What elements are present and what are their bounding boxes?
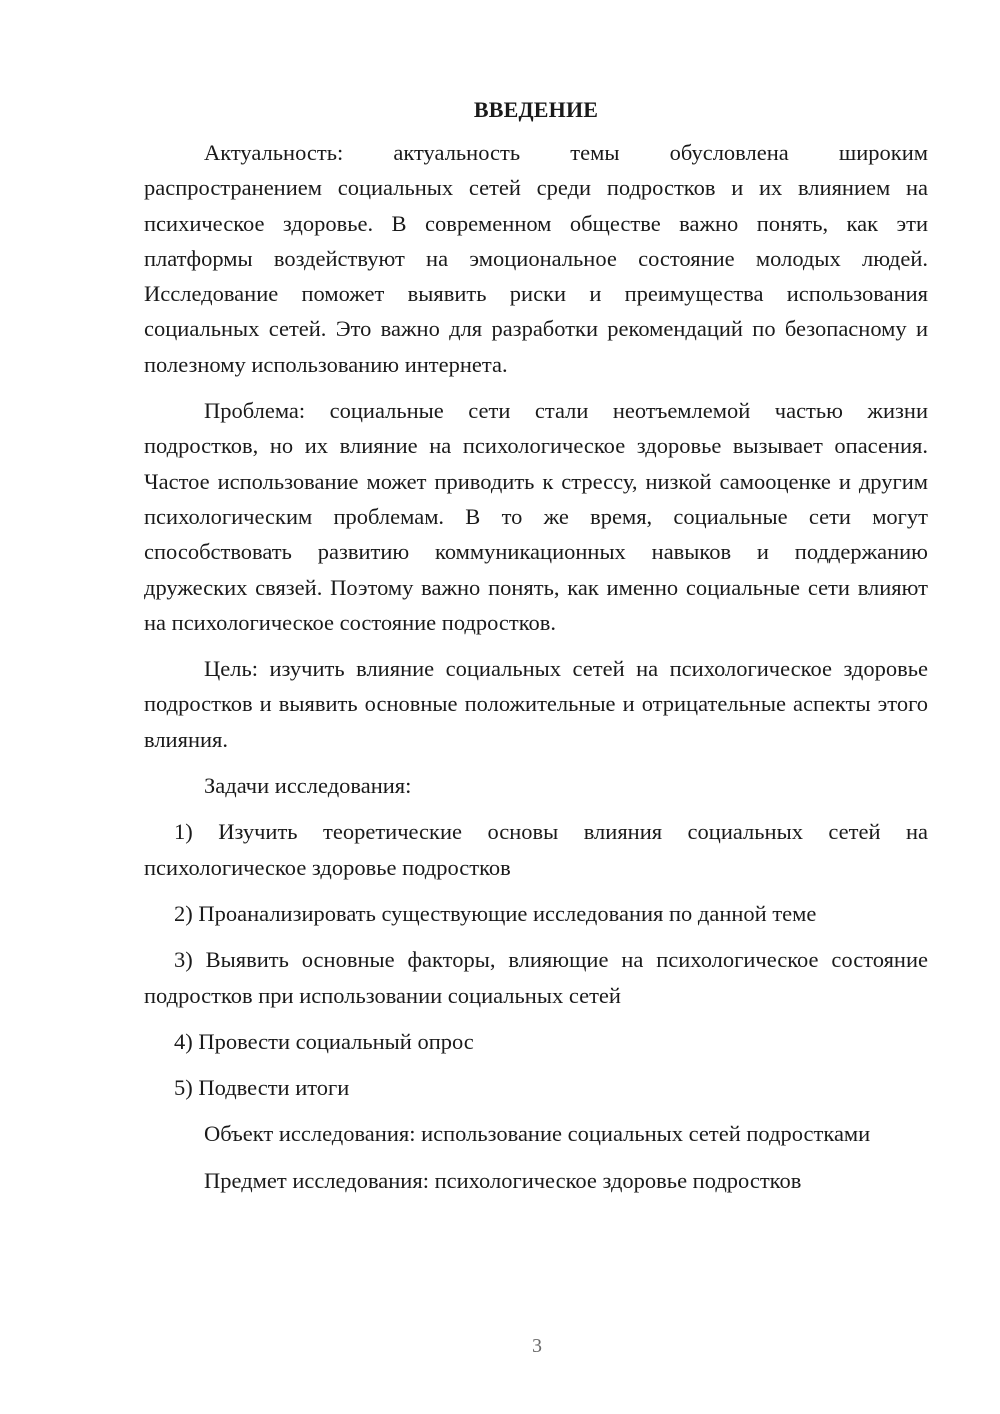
section-heading: ВВЕДЕНИЕ [473, 97, 599, 122]
subject-paragraph: Предмет исследования: психологическое здоровье подростков [204, 1167, 802, 1193]
task-item-4: 4) Провести социальный опрос [174, 1028, 474, 1054]
task-item-1: 1) Изучить теоретические основы влияния социальных сетей на психологическое здоровье подростков [144, 819, 928, 880]
task-item-2: 2) Проанализировать существующие исследования по данной теме [174, 900, 817, 926]
goal-paragraph: Цель: изучить влияние социальных сетей на психологическое здоровье подростков и выявить основные положительные и отрицательные аспекты этого влияния. [144, 656, 928, 752]
object-paragraph: Объект исследования: использование социальных сетей подростками [204, 1121, 871, 1147]
tasks-heading: Задачи исследования: [204, 773, 412, 799]
problem-paragraph: Проблема: социальные сети стали неотъемлемой частью жизни подростков, но их влияние на психологическое здоровье вызывает опасения. Частое использование может приводить к стрессу, низкой самооценке и другим психологическим проблемам. В то же время, социальные сети могут способствовать развитию коммуникационных навыков и поддержанию дружеских связей. Поэтому важно понять, как именно социальные сети влияют на психологическое состояние подростков. [144, 398, 928, 635]
relevance-paragraph: Актуальность: актуальность темы обусловлена широким распространением социальных сетей среди подростков и их влиянием на психическое здоровье. В современном обществе важно понять, как эти платформы воздействуют на эмоциональное состояние молодых людей. Исследование поможет выявить риски и преимущества использования социальных сетей. Это важно для разработки рекомендаций по безопасному и полезному использованию интернета. [144, 140, 928, 377]
page-number: 3 [532, 1335, 542, 1357]
task-item-5: 5) Подвести итоги [174, 1075, 350, 1101]
task-item-3: 3) Выявить основные факторы, влияющие на психологическое состояние подростков при использовании социальных сетей [144, 947, 928, 1008]
page-content [144, 96, 928, 1209]
